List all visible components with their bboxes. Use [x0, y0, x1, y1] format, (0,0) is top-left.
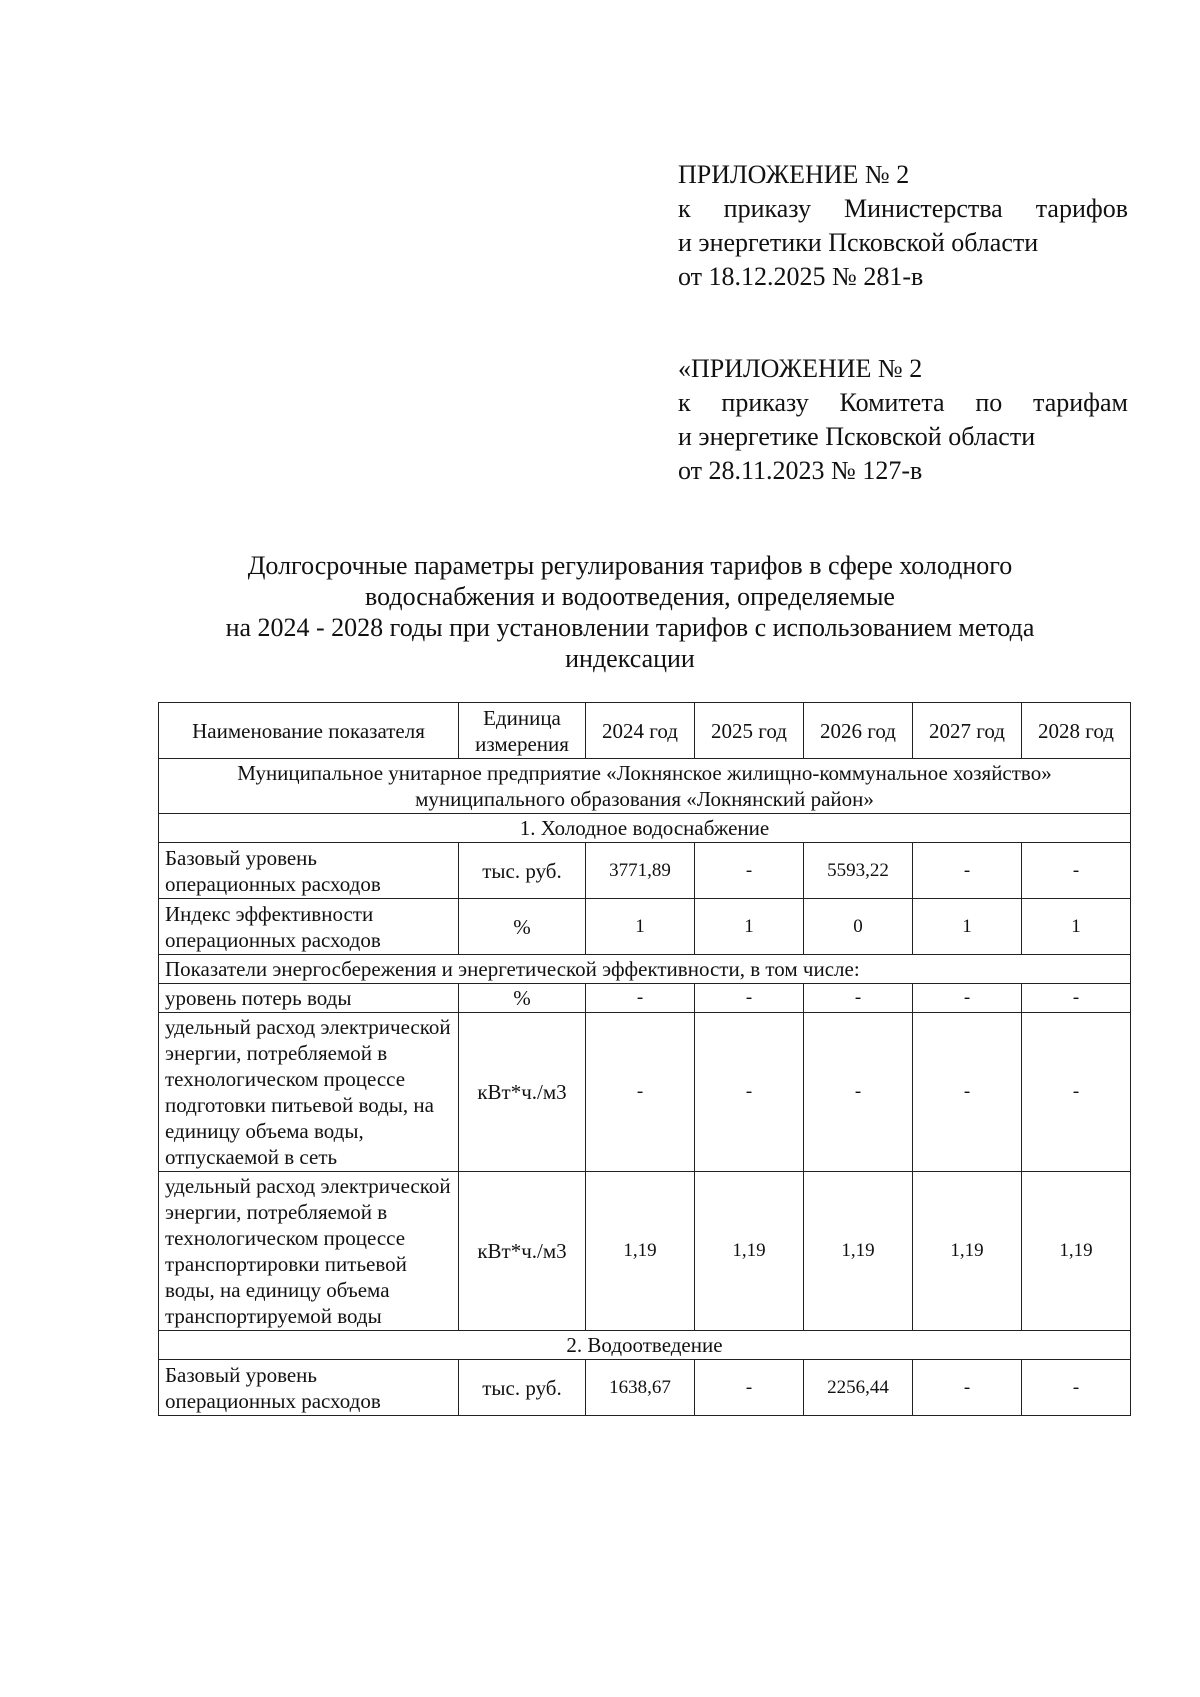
table-row: [159, 1172, 1131, 1331]
value-cell: -: [695, 1013, 804, 1172]
header-year-2025: 2025 год: [695, 703, 804, 759]
row-name: удельный расход электрической энергии, потребляемой в технологическом процессе транспортировки питьевой воды, на единицу объема транспортируемой воды: [159, 1172, 459, 1331]
value-cell: 1,19: [804, 1172, 913, 1331]
value-cell: -: [913, 984, 1022, 1013]
value-cell: -: [913, 1360, 1022, 1416]
row-unit: тыс. руб.: [459, 843, 586, 899]
value-cell: -: [695, 843, 804, 899]
annex-word: к: [678, 388, 691, 417]
header-year-2027: 2027 год: [913, 703, 1022, 759]
value-cell: 2256,44: [804, 1360, 913, 1416]
table-header-row: [159, 703, 1131, 759]
row-name: Индекс эффективности операционных расходов: [159, 899, 459, 955]
value-cell: 1,19: [913, 1172, 1022, 1331]
section-row: [159, 955, 1131, 984]
table-row: [159, 899, 1131, 955]
header-year-2028: 2028 год: [1022, 703, 1131, 759]
organization-row: [159, 759, 1131, 814]
row-unit: тыс. руб.: [459, 1360, 586, 1416]
value-cell: 0: [804, 899, 913, 955]
row-unit: кВт*ч./м3: [459, 1013, 586, 1172]
table-row: [159, 1013, 1131, 1172]
value-cell: -: [586, 1013, 695, 1172]
annex-previous-line2: и энергетике Псковской области: [678, 422, 1036, 451]
row-name: Базовый уровень операционных расходов: [159, 843, 459, 899]
value-cell: -: [586, 984, 695, 1013]
title-line: водоснабжения и водоотведения, определяемые: [365, 582, 895, 611]
annex-current-line1: [678, 192, 1128, 226]
value-cell: 1,19: [586, 1172, 695, 1331]
row-name: удельный расход электрической энергии, потребляемой в технологическом процессе подготовки питьевой воды, на единицу объема воды, отпускаемой в сеть: [159, 1013, 459, 1172]
value-cell: 1,19: [1022, 1172, 1131, 1331]
value-cell: -: [695, 984, 804, 1013]
organization-name: Муниципальное унитарное предприятие «Локнянское жилищно-коммунальное хозяйство» муниципального образования «Локнянский район»: [159, 759, 1131, 814]
row-unit: кВт*ч./м3: [459, 1172, 586, 1331]
annex-word: к: [678, 194, 691, 223]
annex-word: тарифам: [1033, 388, 1128, 417]
document-title: [150, 550, 1110, 674]
value-cell: 1: [913, 899, 1022, 955]
value-cell: 5593,22: [804, 843, 913, 899]
value-cell: 1638,67: [586, 1360, 695, 1416]
value-cell: -: [695, 1360, 804, 1416]
value-cell: -: [804, 1013, 913, 1172]
section-row: [159, 814, 1131, 843]
annex-previous: [678, 352, 1128, 488]
value-cell: 1,19: [695, 1172, 804, 1331]
annex-word: Министерства: [844, 194, 1003, 223]
annex-current-date: от 18.12.2025 № 281-в: [678, 262, 924, 291]
header-year-2024: 2024 год: [586, 703, 695, 759]
value-cell: -: [1022, 984, 1131, 1013]
annex-word: тарифов: [1035, 194, 1128, 223]
header-year-2026: 2026 год: [804, 703, 913, 759]
value-cell: -: [1022, 1360, 1131, 1416]
value-cell: 1: [586, 899, 695, 955]
annex-word: по: [975, 388, 1003, 417]
table-row: [159, 984, 1131, 1013]
title-line: Долгосрочные параметры регулирования тарифов в сфере холодного: [247, 551, 1013, 580]
section-row: [159, 1331, 1131, 1360]
title-line: на 2024 - 2028 годы при установлении тарифов с использованием метода: [225, 613, 1035, 642]
energy-indicators-header: Показатели энергосбережения и энергетической эффективности, в том числе:: [159, 955, 1131, 984]
header-name: Наименование показателя: [159, 703, 459, 759]
annex-current-line2: и энергетики Псковской области: [678, 228, 1039, 257]
tariff-parameters-table: [158, 702, 1131, 1416]
value-cell: -: [804, 984, 913, 1013]
annex-previous-title: «ПРИЛОЖЕНИЕ № 2: [678, 354, 923, 383]
annex-word: Комитета: [839, 388, 945, 417]
table-row: [159, 1360, 1131, 1416]
value-cell: 3771,89: [586, 843, 695, 899]
value-cell: -: [1022, 1013, 1131, 1172]
value-cell: -: [913, 843, 1022, 899]
header-unit: Единица измерения: [459, 703, 586, 759]
annex-previous-line1: [678, 386, 1128, 420]
row-name: уровень потерь воды: [159, 984, 459, 1013]
annex-current-title: ПРИЛОЖЕНИЕ № 2: [678, 160, 910, 189]
table-row: [159, 843, 1131, 899]
annex-current: [678, 158, 1128, 294]
section-cold-water: 1. Холодное водоснабжение: [159, 814, 1131, 843]
value-cell: -: [1022, 843, 1131, 899]
row-unit: %: [459, 899, 586, 955]
annex-previous-date: от 28.11.2023 № 127-в: [678, 456, 923, 485]
annex-word: приказу: [723, 194, 811, 223]
title-line: индексации: [565, 644, 695, 673]
section-sewerage: 2. Водоотведение: [159, 1331, 1131, 1360]
value-cell: 1: [1022, 899, 1131, 955]
row-unit: %: [459, 984, 586, 1013]
row-name: Базовый уровень операционных расходов: [159, 1360, 459, 1416]
annex-word: приказу: [721, 388, 809, 417]
value-cell: -: [913, 1013, 1022, 1172]
value-cell: 1: [695, 899, 804, 955]
